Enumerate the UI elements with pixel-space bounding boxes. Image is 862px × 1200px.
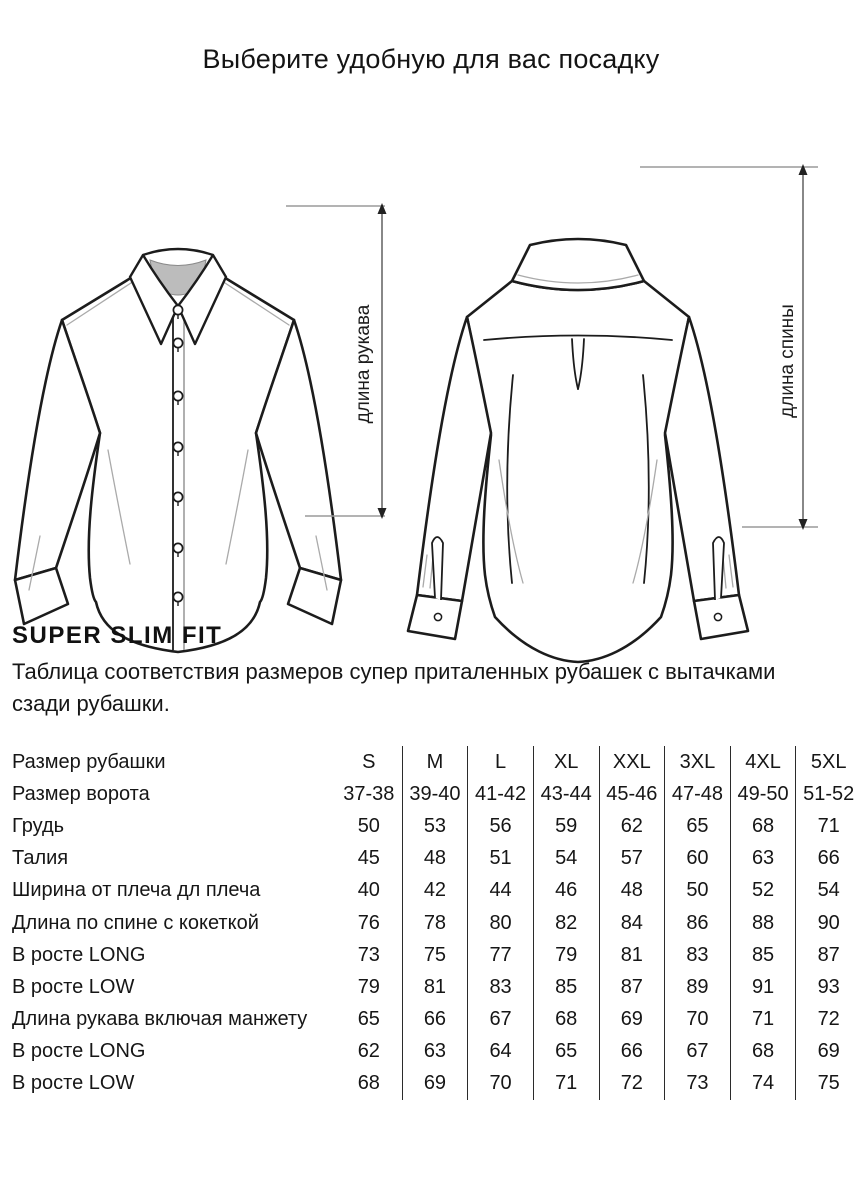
row-label: Длина рукава включая манжету xyxy=(12,1008,308,1031)
size-value-cell: 70 xyxy=(664,1004,730,1036)
size-value-cell: 45-46 xyxy=(599,778,665,810)
size-value-cell: 64 xyxy=(467,1036,533,1068)
page-title: Выберите удобную для вас посадку xyxy=(202,44,660,74)
size-value-cell: 75 xyxy=(402,939,468,971)
section-heading: SUPER SLIM FIT xyxy=(12,622,223,649)
size-value-cell: 86 xyxy=(664,907,730,939)
size-value-cell: 52 xyxy=(730,875,796,907)
size-value-cell: 69 xyxy=(402,1068,468,1100)
row-label: Размер ворота xyxy=(12,782,150,805)
size-value-cell: 59 xyxy=(533,810,599,842)
size-value-cell: 66 xyxy=(599,1036,665,1068)
size-value-cell: 69 xyxy=(599,1004,665,1036)
size-value-cell: 51-52 xyxy=(795,778,861,810)
table-row xyxy=(12,1004,861,1036)
size-value-cell: 65 xyxy=(357,1008,380,1031)
row-label: В росте LONG xyxy=(12,1040,146,1063)
table-row xyxy=(12,843,861,875)
size-value-cell: 66 xyxy=(402,1004,468,1036)
table-row xyxy=(12,907,861,939)
shirt-back-illustration xyxy=(405,225,775,670)
size-value-cell: 74 xyxy=(730,1068,796,1100)
size-value-cell: 67 xyxy=(664,1036,730,1068)
size-value-cell: L xyxy=(467,746,533,778)
size-value-cell: 51 xyxy=(467,843,533,875)
table-row xyxy=(12,778,861,810)
size-value-cell: 48 xyxy=(599,875,665,907)
size-value-cell: 75 xyxy=(795,1068,861,1100)
size-value-cell: 93 xyxy=(795,971,861,1003)
size-value-cell: 83 xyxy=(664,939,730,971)
size-value-cell: 71 xyxy=(795,810,861,842)
size-value-cell: 4XL xyxy=(730,746,796,778)
size-table xyxy=(12,746,861,1100)
size-value-cell: 48 xyxy=(402,843,468,875)
size-value-cell: 82 xyxy=(533,907,599,939)
size-value-cell: 62 xyxy=(357,1040,380,1063)
size-value-cell: 54 xyxy=(795,875,861,907)
table-row xyxy=(12,810,861,842)
size-value-cell: 44 xyxy=(467,875,533,907)
size-value-cell: 90 xyxy=(795,907,861,939)
size-value-cell: 47-48 xyxy=(664,778,730,810)
size-value-cell: 65 xyxy=(664,810,730,842)
size-value-cell: 72 xyxy=(795,1004,861,1036)
size-value-cell: 68 xyxy=(730,810,796,842)
size-value-cell: 42 xyxy=(402,875,468,907)
shirt-front-illustration xyxy=(10,238,360,663)
size-value-cell: 81 xyxy=(599,939,665,971)
size-value-cell: 66 xyxy=(795,843,861,875)
size-value-cell: XXL xyxy=(599,746,665,778)
size-value-cell: 68 xyxy=(357,1072,380,1095)
size-value-cell: 73 xyxy=(664,1068,730,1100)
size-value-cell: 91 xyxy=(730,971,796,1003)
size-value-cell: 77 xyxy=(467,939,533,971)
size-value-cell: 3XL xyxy=(664,746,730,778)
size-value-cell: 84 xyxy=(599,907,665,939)
size-value-cell: 89 xyxy=(664,971,730,1003)
size-value-cell: 79 xyxy=(533,939,599,971)
table-row xyxy=(12,1068,861,1100)
row-label: Ширина от плеча дл плеча xyxy=(12,879,261,902)
size-value-cell: 57 xyxy=(599,843,665,875)
row-label: Грудь xyxy=(12,814,65,837)
size-value-cell: 85 xyxy=(533,971,599,1003)
size-value-cell: 69 xyxy=(795,1036,861,1068)
size-value-cell: 50 xyxy=(664,875,730,907)
size-value-cell: 60 xyxy=(664,843,730,875)
size-value-cell: 70 xyxy=(467,1068,533,1100)
row-label: Размер рубашки xyxy=(12,750,166,773)
size-value-cell: 53 xyxy=(402,810,468,842)
section-description-line2: сзади рубашки. xyxy=(12,691,170,716)
size-value-cell: 56 xyxy=(467,810,533,842)
row-label: В росте LOW xyxy=(12,975,135,998)
size-value-cell: S xyxy=(362,750,376,773)
sleeve-length-label: длина рукава xyxy=(353,304,374,424)
size-value-cell: 5XL xyxy=(795,746,861,778)
fit-figure xyxy=(0,110,862,610)
table-row xyxy=(12,875,861,907)
size-value-cell: 71 xyxy=(730,1004,796,1036)
table-row xyxy=(12,971,861,1003)
size-value-cell: 43-44 xyxy=(533,778,599,810)
size-value-cell: 41-42 xyxy=(467,778,533,810)
size-value-cell: 54 xyxy=(533,843,599,875)
size-value-cell: 65 xyxy=(533,1036,599,1068)
table-row xyxy=(12,939,861,971)
size-value-cell: 79 xyxy=(357,975,380,998)
size-value-cell: 45 xyxy=(357,847,380,870)
section-description-line1: Таблица соответствия размеров супер приталенных рубашек с вытачками xyxy=(12,659,776,684)
size-value-cell: 49-50 xyxy=(730,778,796,810)
back-length-label: длина спины xyxy=(777,304,798,418)
row-label: В росте LONG xyxy=(12,943,146,966)
size-value-cell: 83 xyxy=(467,971,533,1003)
size-value-cell: 78 xyxy=(402,907,468,939)
size-value-cell: 67 xyxy=(467,1004,533,1036)
size-value-cell: 85 xyxy=(730,939,796,971)
size-value-cell: 71 xyxy=(533,1068,599,1100)
size-value-cell: 73 xyxy=(357,943,380,966)
size-value-cell: XL xyxy=(533,746,599,778)
size-value-cell: 68 xyxy=(533,1004,599,1036)
row-label: Длина по спине с кокеткой xyxy=(12,911,259,934)
size-value-cell: M xyxy=(402,746,468,778)
size-value-cell: 72 xyxy=(599,1068,665,1100)
table-row xyxy=(12,1036,861,1068)
size-value-cell: 40 xyxy=(357,879,380,902)
size-value-cell: 88 xyxy=(730,907,796,939)
size-value-cell: 46 xyxy=(533,875,599,907)
size-value-cell: 63 xyxy=(730,843,796,875)
size-value-cell: 37-38 xyxy=(343,782,395,805)
row-label: Талия xyxy=(12,847,69,870)
size-value-cell: 87 xyxy=(599,971,665,1003)
size-value-cell: 81 xyxy=(402,971,468,1003)
size-value-cell: 68 xyxy=(730,1036,796,1068)
size-value-cell: 76 xyxy=(357,911,380,934)
size-value-cell: 87 xyxy=(795,939,861,971)
size-value-cell: 62 xyxy=(599,810,665,842)
size-value-cell: 63 xyxy=(402,1036,468,1068)
size-value-cell: 50 xyxy=(357,814,380,837)
row-label: В росте LOW xyxy=(12,1072,135,1095)
size-value-cell: 39-40 xyxy=(402,778,468,810)
size-value-cell: 80 xyxy=(467,907,533,939)
table-row xyxy=(12,746,861,778)
